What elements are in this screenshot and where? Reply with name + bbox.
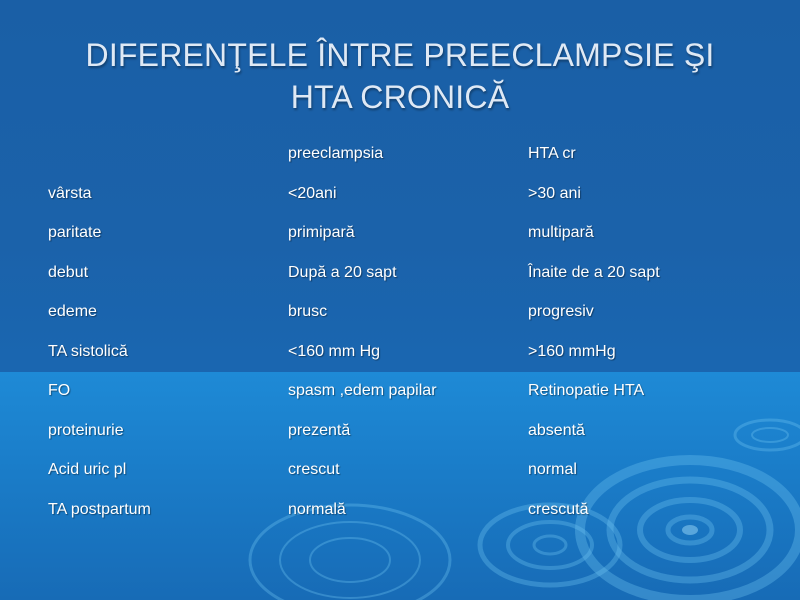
- preeclampsia-value: primipară: [288, 224, 355, 241]
- row-label: proteinurie: [48, 421, 124, 439]
- hta-value: progresiv: [528, 303, 594, 320]
- preeclampsia-value: spasm ,edem papilar: [288, 382, 437, 399]
- table-row: [0, 492, 800, 532]
- row-label: paritate: [48, 224, 102, 241]
- hta-value: >160 mmHg: [528, 342, 616, 360]
- row-label: vârsta: [48, 184, 92, 202]
- preeclampsia-value: brusc: [288, 303, 328, 320]
- row-label: debut: [48, 263, 89, 281]
- table-row: [0, 294, 800, 334]
- hta-value: >30 ani: [528, 184, 581, 202]
- table-row: [0, 255, 800, 295]
- hta-value: Înaite de a 20 sapt: [528, 263, 660, 281]
- preeclampsia-value: După a 20 sapt: [288, 263, 397, 281]
- hta-value: normal: [528, 461, 577, 478]
- row-label: FO: [48, 382, 71, 399]
- preeclampsia-value: <20ani: [288, 184, 337, 202]
- row-label: edeme: [48, 303, 97, 320]
- preeclampsia-value: normală: [288, 500, 346, 518]
- hta-value: absentă: [528, 421, 585, 439]
- preeclampsia-value: prezentă: [288, 421, 351, 439]
- hta-value: Retinopatie HTA: [528, 382, 645, 399]
- comparison-table: [0, 136, 800, 531]
- preeclampsia-value: crescut: [288, 461, 340, 478]
- table-row: [0, 215, 800, 255]
- table-row: [0, 373, 800, 413]
- table-row: [0, 176, 800, 216]
- row-label: TA postpartum: [48, 500, 151, 518]
- table-row: [0, 413, 800, 453]
- row-label: TA sistolică: [48, 342, 128, 360]
- slide-title-line-2: HTA CRONICĂ: [290, 79, 510, 115]
- table-header-row: [0, 136, 800, 176]
- slide-title-line-1: DIFERENŢELE ÎNTRE PREECLAMPSIE ŞI: [85, 37, 715, 73]
- hta-value: multipară: [528, 224, 594, 241]
- table-row: [0, 452, 800, 492]
- table-row: [0, 334, 800, 374]
- hta-value: crescută: [528, 500, 589, 518]
- row-label: Acid uric pl: [48, 461, 127, 478]
- preeclampsia-value: <160 mm Hg: [288, 342, 381, 360]
- slide-title: [20, 34, 780, 118]
- header-cell-preeclampsia: preeclampsia: [288, 145, 384, 162]
- header-cell-hta: HTA cr: [528, 145, 576, 162]
